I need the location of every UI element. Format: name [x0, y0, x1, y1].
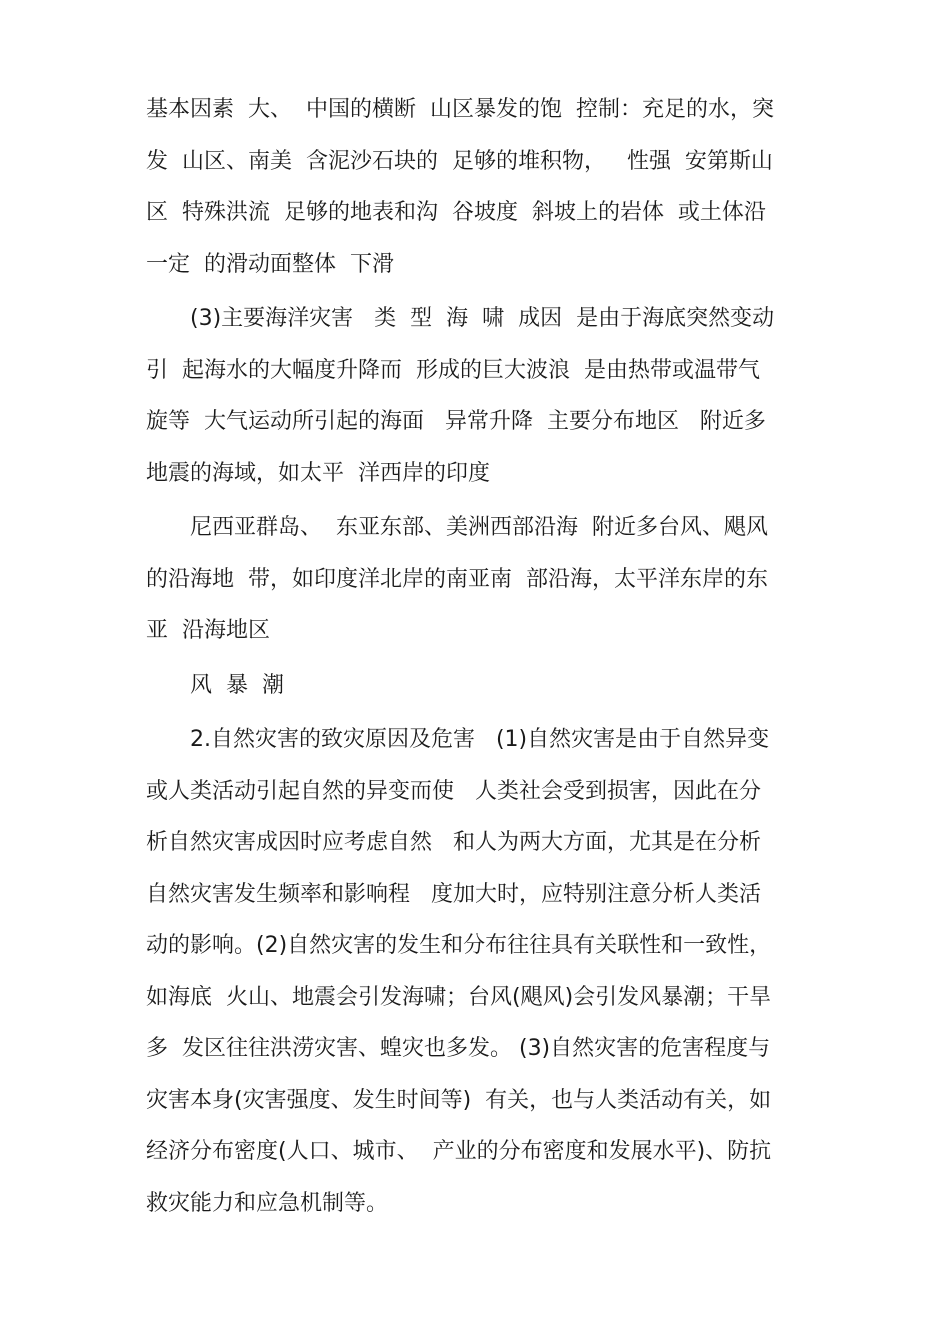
text-line: 如海底 火山、地震会引发海啸；台风(飓风)会引发风暴潮；干旱: [146, 984, 772, 1010]
text-line: 2.自然灾害的致灾原因及危害 (1)自然灾害是由于自然异变: [190, 727, 770, 752]
paragraph-5: [146, 714, 826, 1229]
text-line: 旋等 大气运动所引起的海面 异常升降 主要分布地区 附近多: [146, 409, 766, 434]
paragraph-1: [146, 84, 826, 290]
text-line: 的沿海地 带，如印度洋北岸的南亚南 部沿海，太平洋东岸的东: [146, 566, 768, 592]
text-line: 区 特殊洪流 足够的地表和沟 谷坡度 斜坡上的岩体 或土体沿: [146, 200, 766, 225]
text-line: 发 山区、南美 含泥沙石块的 足够的堆积物， 性强 安第斯山: [146, 148, 773, 174]
text-line: 经济分布密度(人口、城市、 产业的分布密度和发展水平)、防抗: [146, 1139, 772, 1164]
text-line: 多 发区往往洪涝灾害、蝗灾也多发。 (3)自然灾害的危害程度与: [146, 1036, 771, 1061]
paragraph-4: [146, 660, 826, 712]
text-line: 救灾能力和应急机制等。: [146, 1190, 389, 1216]
text-line: 尼西亚群岛、 东亚东部、美洲西部沿海 附近多台风、飓风: [190, 515, 768, 540]
document-body: [146, 84, 826, 1232]
text-line: 基本因素 大、 中国的横断 山区暴发的饱 控制：充足的水，突: [146, 97, 774, 122]
text-line: 一定 的滑动面整体 下滑: [146, 251, 394, 277]
text-line: 地震的海域，如太平 洋西岸的印度: [146, 460, 490, 486]
text-line: 或人类活动引起自然的异变而使 人类社会受到损害，因此在分: [146, 778, 761, 804]
text-line: 引 起海水的大幅度升降而 形成的巨大波浪 是由热带或温带气: [146, 357, 760, 383]
text-line: 动的影响。(2)自然灾害的发生和分布往往具有关联性和一致性，: [146, 933, 772, 958]
text-line: 亚 沿海地区: [146, 618, 270, 643]
text-line: 灾害本身(灾害强度、发生时间等) 有关，也与人类活动有关，如: [146, 1087, 772, 1113]
text-line: 析自然灾害成因时应考虑自然 和人为两大方面，尤其是在分析: [146, 830, 761, 855]
paragraph-2: [146, 293, 826, 499]
paragraph-3: [146, 502, 826, 657]
text-line: 风 暴 潮: [190, 672, 284, 698]
text-line: (3)主要海洋灾害 类 型 海 啸 成因 是由于海底突然变动: [190, 306, 775, 331]
text-line: 自然灾害发生频率和影响程 度加大时，应特别注意分析人类活: [146, 881, 761, 907]
